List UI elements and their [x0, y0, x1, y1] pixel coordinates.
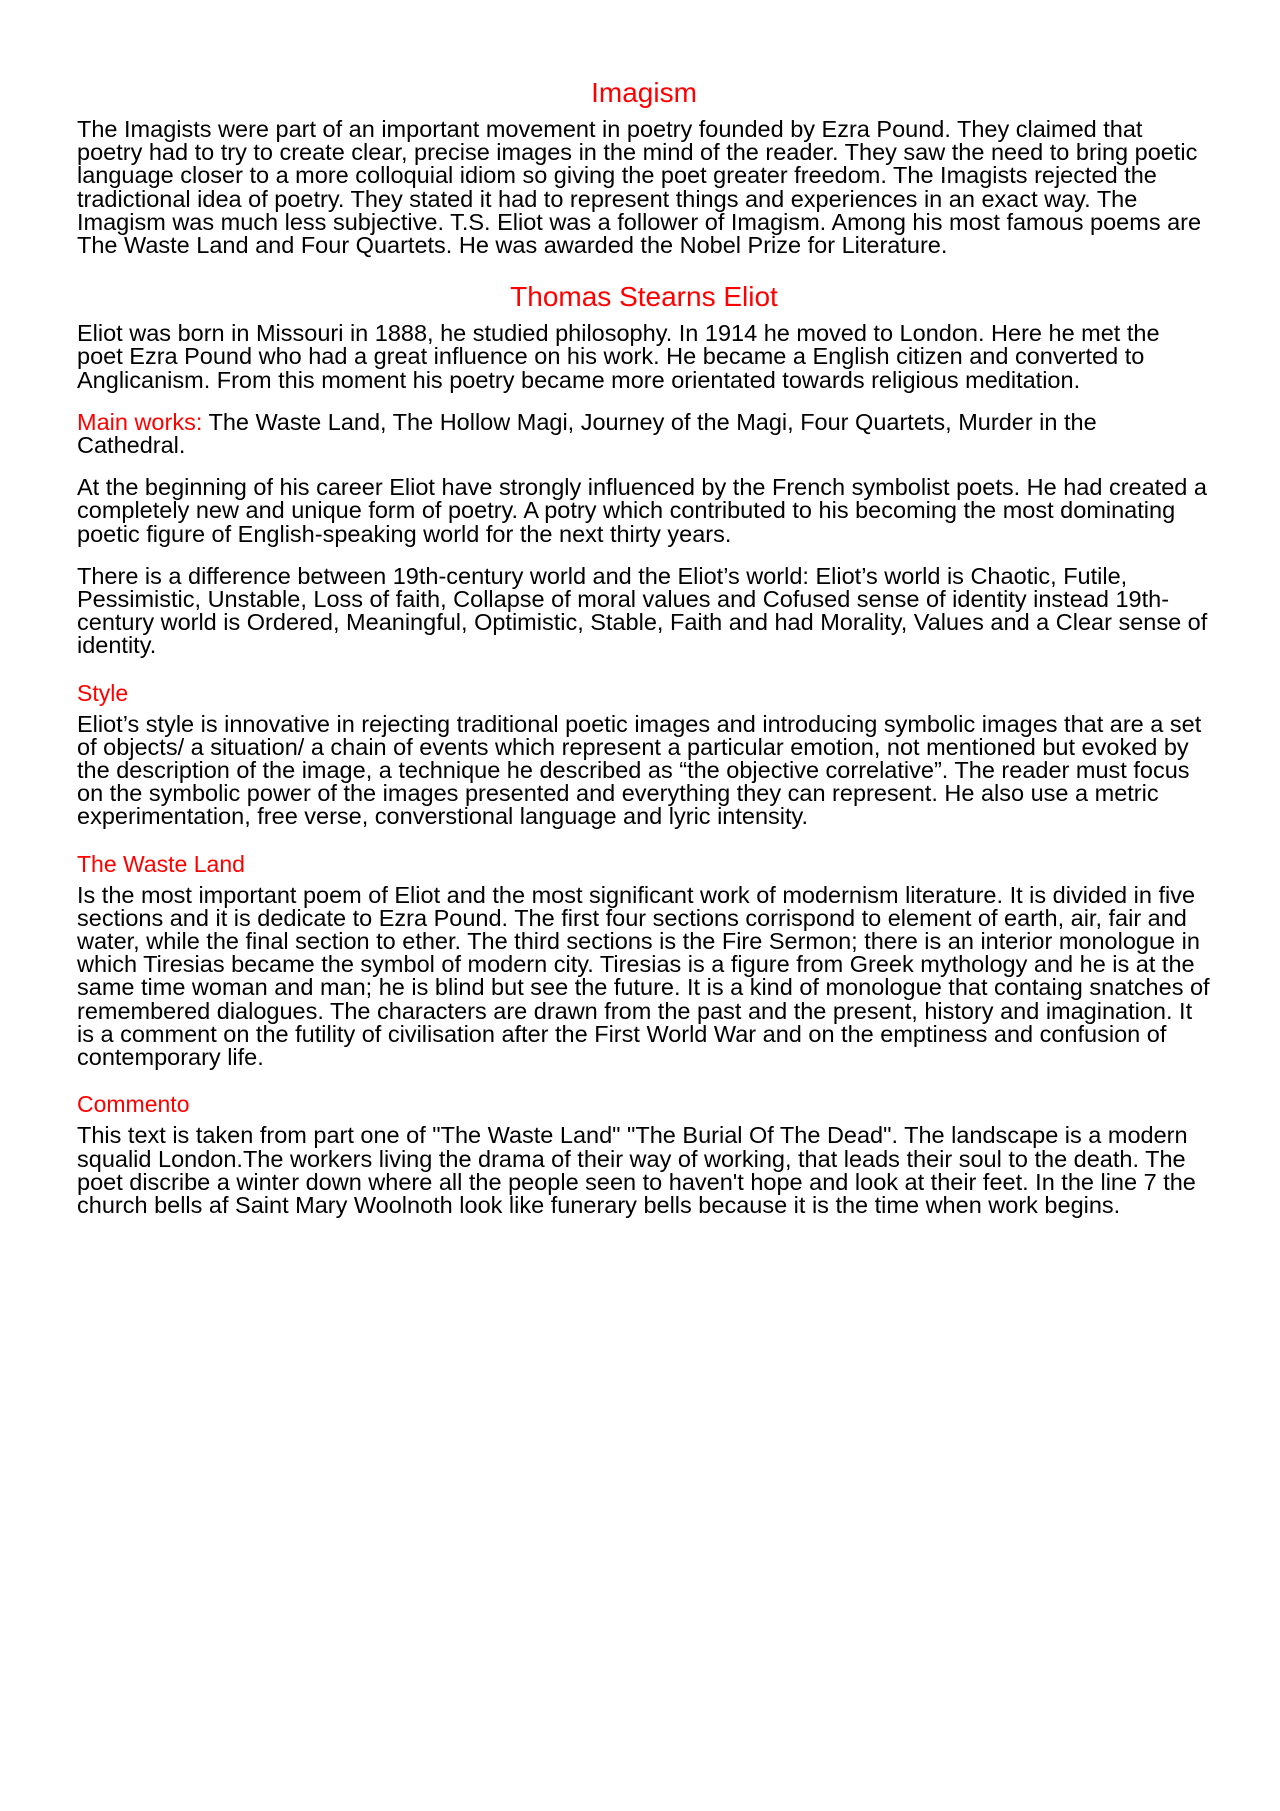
eliot-title: Thomas Stearns Eliot	[510, 281, 778, 313]
eliot-biography-paragraph: Eliot was born in Missouri in 1888, he studied philosophy. In 1914 he moved to London. Here he met the poet Ezra Pound who had a great influence on his work. He became a English citizen and converted to Anglicanism. From this moment his poetry became more orientated towards religious meditation.	[77, 320, 1160, 393]
main-works-label: Main works:	[77, 408, 203, 435]
document-page	[77, 72, 1211, 1236]
waste-land-heading: The Waste Land	[77, 850, 245, 877]
commento-paragraph: This text is taken from part one of "The Waste Land" "The Burial Of The Dead". The landscape is a modern squalid London.The workers living the drama of their way of working, that leads their soul to the death. The poet discribe a winter down where all the people seen to haven't hope and look at their feet. In the line 7 the church bells af Saint Mary Woolnoth look like funerary bells because it is the time when work begins.	[77, 1122, 1196, 1218]
commento-heading: Commento	[77, 1091, 190, 1118]
world-difference-paragraph: There is a difference between 19th-century world and the Eliot’s world: Eliot’s world is Chaotic, Futile, Pessimistic, Unstable, Loss of faith, Collapse of moral values and Cofused sense of identity instead 19th-century world is Ordered, Meaningful, Optimistic, Stable, Faith and had Morality, Values and a Clear sense of identity.	[77, 562, 1208, 659]
main-works-list: The Waste Land, The Hollow Magi, Journey of the Magi, Four Quartets, Murder in the Cathedral.	[77, 408, 1097, 459]
style-heading: Style	[77, 679, 129, 706]
eliot-career-paragraph: At the beginning of his career Eliot have strongly influenced by the French symbolist poets. He had created a completely new and unique form of poetry. A potry which contributed to his becoming the most dominating poetic figure of English-speaking world for the next thirty years.	[77, 474, 1207, 547]
imagism-title: Imagism	[591, 77, 697, 108]
waste-land-paragraph: Is the most important poem of Eliot and the most significant work of modernism literature. It is divided in five sections and it is dedicate to Ezra Pound. The first four sections corrispond to element of earth, air, fair and water, while the final section to ether. The third sections is the Fire Sermon; there is an interior monologue in which Tiresias became the symbol of modern city. Tiresias is a figure from Greek mythology and he is at the same time woman and man; he is blind but see the future. It is a kind of monologue that containg snatches of remembered dialogues. The characters are drawn from the past and the present, history and imagination. It is a comment on the futility of civilisation after the First World War and on the emptiness and confusion of contemporary life.	[77, 881, 1210, 1071]
main-works-paragraph	[77, 408, 1211, 459]
style-paragraph: Eliot’s style is innovative in rejecting traditional poetic images and introducing symbolic images that are a set of objects/ a situation/ a chain of events which represent a particular emotion, not mentioned but evoked by the description of the image, a technique he described as “the objective correlative”. The reader must focus on the symbolic power of the images presented and everything they can represent. He also use a metric experimentation, free verse, converstional language and lyric intensity.	[77, 710, 1202, 830]
imagism-paragraph: The Imagists were part of an important movement in poetry founded by Ezra Pound. They claimed that poetry had to try to create clear, precise images in the mind of the reader. They saw the need to bring poetic language closer to a more colloquial idiom so giving the poet greater freedom. The Imagists rejected the tradictional idea of poetry. They stated it had to represent things and experiences in an exact way. The Imagism was much less subjective. T.S. Eliot was a follower of Imagism. Among his most famous poems are The Waste Land and Four Quartets. He was awarded the Nobel Prize for Literature.	[77, 116, 1202, 259]
